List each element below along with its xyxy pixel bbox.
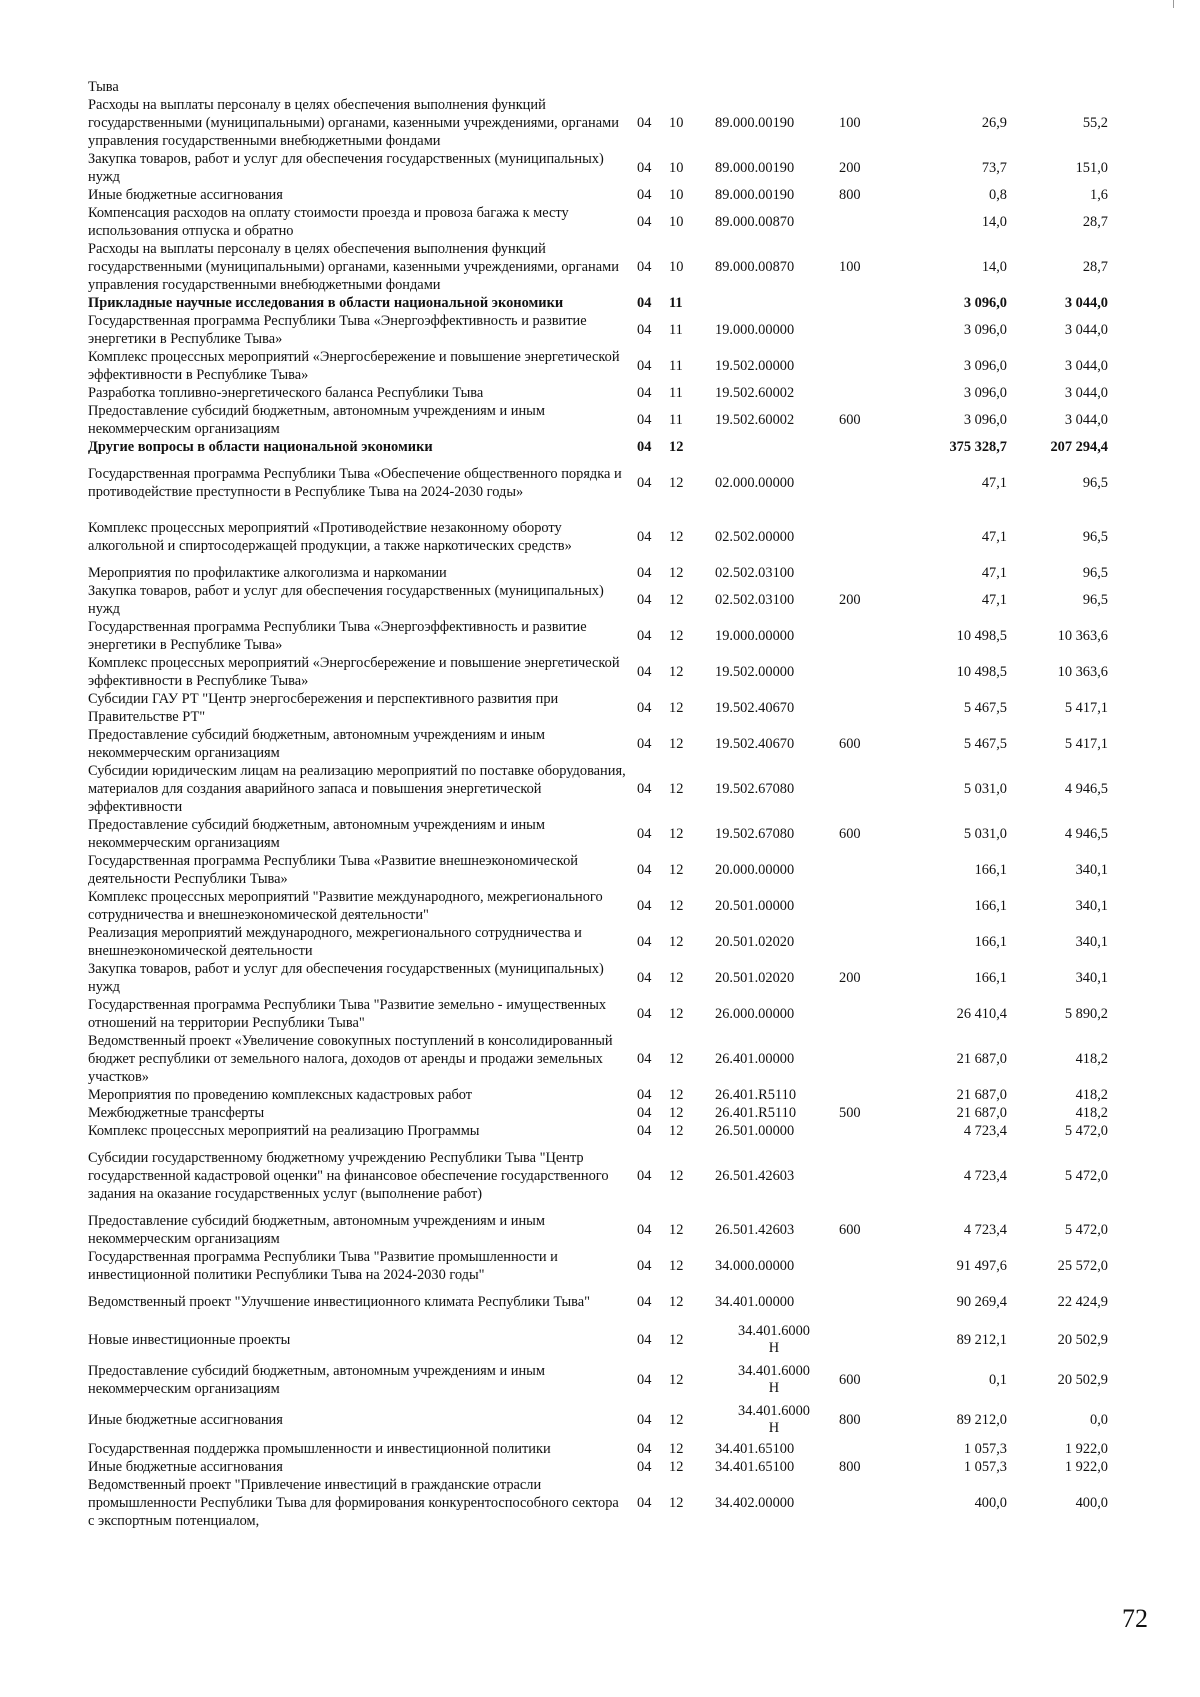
amount-year-1: 47,1 xyxy=(981,565,1007,581)
row-name: Закупка товаров, работ и услуг для обеспечения государственных (муниципальных) нужд xyxy=(88,151,604,185)
row-name: Межбюджетные трансферты xyxy=(88,1105,265,1121)
amount-year-2: 96,5 xyxy=(1082,592,1108,608)
table-row xyxy=(88,924,1128,960)
subsection-code: 12 xyxy=(669,1441,684,1457)
amount-year-2: 55,2 xyxy=(1082,115,1108,131)
target-article-code: 26.000.00000 xyxy=(715,1006,795,1022)
table-row xyxy=(88,438,1128,456)
target-article-code: 34.402.00000 xyxy=(715,1495,795,1511)
section-code: 04 xyxy=(637,565,652,581)
subsection-code: 11 xyxy=(669,412,683,428)
amount-year-1: 5 031,0 xyxy=(963,781,1007,797)
target-article-code: 26.501.42603 xyxy=(715,1168,795,1184)
amount-year-2: 10 363,6 xyxy=(1057,664,1108,680)
row-name: Государственная программа Республики Тыва «Энергоэффективность и развитие энергетики в Республике Тыва» xyxy=(88,619,587,653)
section-code: 04 xyxy=(637,736,652,752)
target-article-code: 26.501.42603 xyxy=(715,1222,795,1238)
table-row xyxy=(88,456,1128,510)
amount-year-1: 10 498,5 xyxy=(956,628,1007,644)
table-row xyxy=(88,1458,1128,1476)
row-name: Разработка топливно-энергетического баланса Республики Тыва xyxy=(88,385,484,401)
amount-year-2: 96,5 xyxy=(1082,529,1108,545)
target-article-code: 20.501.00000 xyxy=(715,898,795,914)
subsection-code: 12 xyxy=(669,826,684,842)
amount-year-2: 5 472,0 xyxy=(1064,1123,1108,1139)
section-code: 04 xyxy=(637,187,652,203)
row-name: Субсидии ГАУ РТ "Центр энергосбережения и перспективного развития при Правительстве РТ" xyxy=(88,691,559,725)
table-row xyxy=(88,1440,1128,1458)
table-row xyxy=(88,150,1128,186)
amount-year-1: 26,9 xyxy=(981,115,1007,131)
table-row xyxy=(88,564,1128,582)
section-code: 04 xyxy=(637,529,652,545)
row-name: Комплекс процессных мероприятий «Энергосбережение и повышение энергетической эффективности в Республике Тыва» xyxy=(88,655,620,689)
amount-year-2: 4 946,5 xyxy=(1064,826,1108,842)
amount-year-1: 89 212,1 xyxy=(956,1332,1007,1348)
table-row xyxy=(88,1284,1128,1320)
row-name: Ведомственный проект "Улучшение инвестиционного климата Республики Тыва" xyxy=(88,1294,591,1310)
amount-year-1: 400,0 xyxy=(974,1495,1007,1511)
section-code: 04 xyxy=(637,385,652,401)
section-code: 04 xyxy=(637,934,652,950)
target-article-code: 26.501.00000 xyxy=(715,1123,795,1139)
row-name: Государственная программа Республики Тыва «Энергоэффективность и развитие энергетики в Республике Тыва» xyxy=(88,313,587,347)
amount-year-1: 0,8 xyxy=(989,187,1007,203)
subsection-code: 12 xyxy=(669,1495,684,1511)
section-code: 04 xyxy=(637,115,652,131)
target-article-code: 20.501.02020 xyxy=(715,970,795,986)
section-code: 04 xyxy=(637,475,652,491)
amount-year-1: 73,7 xyxy=(981,160,1007,176)
amount-year-1: 10 498,5 xyxy=(956,664,1007,680)
row-name: Комплекс процессных мероприятий "Развитие международного, межрегионального сотрудничества и внешнеэкономической деятельности" xyxy=(88,889,603,923)
row-name: Государственная программа Республики Тыва "Развитие земельно - имущественных отношений на территории Республики Тыва" xyxy=(88,997,607,1031)
target-article-code: 89.000.00190 xyxy=(715,187,795,203)
section-code: 04 xyxy=(637,700,652,716)
amount-year-2: 5 890,2 xyxy=(1064,1006,1108,1022)
subsection-code: 12 xyxy=(669,1332,684,1348)
subsection-code: 12 xyxy=(669,934,684,950)
amount-year-1: 47,1 xyxy=(981,592,1007,608)
target-article-code: 02.000.00000 xyxy=(715,475,795,491)
target-article-code: 20.000.00000 xyxy=(715,862,795,878)
target-article-code: 19.502.00000 xyxy=(715,664,795,680)
amount-year-1: 1 057,3 xyxy=(963,1459,1007,1475)
section-code: 04 xyxy=(637,1087,652,1103)
subsection-code: 12 xyxy=(669,1294,684,1310)
target-article-code: 89.000.00190 xyxy=(715,160,795,176)
table-row xyxy=(88,996,1128,1032)
section-code: 04 xyxy=(637,1258,652,1274)
subsection-code: 12 xyxy=(669,781,684,797)
amount-year-1: 166,1 xyxy=(974,934,1007,950)
amount-year-2: 0,0 xyxy=(1090,1412,1108,1428)
row-name: Субсидии юридическим лицам на реализацию мероприятий по поставке оборудования, материалов для создания аварийного запаса и повышения энергетической эффективности xyxy=(88,763,626,815)
subsection-code: 12 xyxy=(669,1006,684,1022)
amount-year-1: 3 096,0 xyxy=(963,295,1007,311)
section-code: 04 xyxy=(637,295,652,311)
section-code: 04 xyxy=(637,1459,652,1475)
amount-year-2: 28,7 xyxy=(1082,214,1108,230)
amount-year-2: 5 472,0 xyxy=(1064,1168,1108,1184)
section-code: 04 xyxy=(637,1006,652,1022)
section-code: 04 xyxy=(637,1441,652,1457)
table-row xyxy=(88,582,1128,618)
amount-year-2: 3 044,0 xyxy=(1064,295,1108,311)
target-article-code: 89.000.00870 xyxy=(715,214,795,230)
amount-year-1: 3 096,0 xyxy=(963,322,1007,338)
expense-type-code: 600 xyxy=(839,736,861,752)
expense-type-code: 200 xyxy=(839,160,861,176)
table-row xyxy=(88,888,1128,924)
expense-type-code: 800 xyxy=(839,187,861,203)
budget-table xyxy=(88,78,1128,1530)
subsection-code: 12 xyxy=(669,628,684,644)
row-name: Государственная поддержка промышленности и инвестиционной политики xyxy=(88,1441,551,1457)
amount-year-2: 3 044,0 xyxy=(1064,358,1108,374)
target-article-code: 02.502.00000 xyxy=(715,529,795,545)
row-name: Расходы на выплаты персоналу в целях обеспечения выполнения функций государственными (муниципальными) органами, казенными учреждениями, органами управления государственными внебюджетными фондами xyxy=(88,97,619,149)
table-row xyxy=(88,1476,1128,1530)
section-code: 04 xyxy=(637,1123,652,1139)
expense-type-code: 100 xyxy=(839,259,861,275)
amount-year-2: 418,2 xyxy=(1075,1087,1108,1103)
target-article-code: 89.000.00870 xyxy=(715,259,795,275)
section-code: 04 xyxy=(637,412,652,428)
target-article-code: 19.502.00000 xyxy=(715,358,795,374)
table-row xyxy=(88,816,1128,852)
table-row xyxy=(88,690,1128,726)
table-row xyxy=(88,1320,1128,1360)
expense-type-code: 200 xyxy=(839,592,861,608)
subsection-code: 11 xyxy=(669,295,683,311)
amount-year-2: 400,0 xyxy=(1075,1495,1108,1511)
subsection-code: 12 xyxy=(669,700,684,716)
row-name: Прикладные научные исследования в области национальной экономики xyxy=(88,295,564,311)
section-code: 04 xyxy=(637,862,652,878)
row-name: Комплекс процессных мероприятий «Энергосбережение и повышение энергетической эффективности в Республике Тыва» xyxy=(88,349,620,383)
table-row xyxy=(88,78,1128,96)
amount-year-1: 21 687,0 xyxy=(956,1105,1007,1121)
subsection-code: 10 xyxy=(669,160,684,176)
row-name: Реализация мероприятий международного, межрегионального сотрудничества и внешнеэкономической деятельности xyxy=(88,925,582,959)
target-article-code: 34.000.00000 xyxy=(715,1258,795,1274)
target-article-code: 02.502.03100 xyxy=(715,565,795,581)
amount-year-2: 96,5 xyxy=(1082,565,1108,581)
subsection-code: 12 xyxy=(669,1222,684,1238)
target-article-code: 19.000.00000 xyxy=(715,628,795,644)
section-code: 04 xyxy=(637,214,652,230)
row-name: Мероприятия по профилактике алкоголизма и наркомании xyxy=(88,565,447,581)
subsection-code: 11 xyxy=(669,385,683,401)
row-name: Другие вопросы в области национальной экономики xyxy=(88,439,433,455)
table-row xyxy=(88,96,1128,150)
table-row xyxy=(88,402,1128,438)
amount-year-2: 25 572,0 xyxy=(1057,1258,1108,1274)
row-name: Расходы на выплаты персоналу в целях обеспечения выполнения функций государственными (муниципальными) органами, казенными учреждениями, органами управления государственными внебюджетными фондами xyxy=(88,241,619,293)
subsection-code: 12 xyxy=(669,898,684,914)
target-article-code: 20.501.02020 xyxy=(715,934,795,950)
amount-year-1: 14,0 xyxy=(981,259,1007,275)
amount-year-1: 4 723,4 xyxy=(963,1222,1007,1238)
table-row xyxy=(88,204,1128,240)
amount-year-1: 26 410,4 xyxy=(956,1006,1007,1022)
row-name: Иные бюджетные ассигнования xyxy=(88,1412,283,1428)
row-name: Государственная программа Республики Тыва "Развитие промышленности и инвестиционной политики Республики Тыва на 2024-2030 годы" xyxy=(88,1249,558,1283)
row-name: Ведомственный проект "Привлечение инвестиций в гражданские отрасли промышленности Республики Тыва для формирования конкурентоспособного сектора с экспортным потенциалом, xyxy=(88,1477,619,1529)
amount-year-1: 166,1 xyxy=(974,970,1007,986)
section-code: 04 xyxy=(637,1051,652,1067)
amount-year-2: 207 294,4 xyxy=(1050,439,1108,455)
expense-type-code: 100 xyxy=(839,115,861,131)
table-row xyxy=(88,762,1128,816)
subsection-code: 10 xyxy=(669,115,684,131)
amount-year-2: 5 417,1 xyxy=(1064,700,1108,716)
scan-mark xyxy=(1173,0,1174,8)
row-name: Иные бюджетные ассигнования xyxy=(88,187,283,203)
subsection-code: 12 xyxy=(669,1123,684,1139)
table-row xyxy=(88,1104,1128,1122)
amount-year-2: 340,1 xyxy=(1075,898,1108,914)
section-code: 04 xyxy=(637,1332,652,1348)
subsection-code: 12 xyxy=(669,1051,684,1067)
amount-year-2: 418,2 xyxy=(1075,1105,1108,1121)
subsection-code: 11 xyxy=(669,322,683,338)
target-article-code: 19.502.67080 xyxy=(715,826,795,842)
subsection-code: 12 xyxy=(669,565,684,581)
table-row xyxy=(88,618,1128,654)
table-row xyxy=(88,960,1128,996)
subsection-code: 12 xyxy=(669,592,684,608)
expense-type-code: 800 xyxy=(839,1459,861,1475)
table-row xyxy=(88,348,1128,384)
table-row xyxy=(88,312,1128,348)
table-row xyxy=(88,1086,1128,1104)
section-code: 04 xyxy=(637,439,652,455)
section-code: 04 xyxy=(637,826,652,842)
target-article-code: 19.000.00000 xyxy=(715,322,795,338)
target-article-code: 34.401.6000 Н xyxy=(738,1363,810,1396)
subsection-code: 10 xyxy=(669,259,684,275)
subsection-code: 12 xyxy=(669,1168,684,1184)
table-row xyxy=(88,1400,1128,1440)
target-article-code: 89.000.00190 xyxy=(715,115,795,131)
table-row xyxy=(88,1032,1128,1086)
row-name: Государственная программа Республики Тыва «Обеспечение общественного порядка и противодействие преступности в Республике Тыва на 2024-2030 годы» xyxy=(88,466,622,500)
target-article-code: 26.401.00000 xyxy=(715,1051,795,1067)
table-row xyxy=(88,294,1128,312)
subsection-code: 12 xyxy=(669,1258,684,1274)
row-name: Компенсация расходов на оплату стоимости проезда и провоза багажа к месту использования отпуска и обратно xyxy=(88,205,569,239)
amount-year-1: 90 269,4 xyxy=(956,1294,1007,1310)
target-article-code: 19.502.40670 xyxy=(715,736,795,752)
target-article-code: 19.502.40670 xyxy=(715,700,795,716)
amount-year-2: 1 922,0 xyxy=(1064,1459,1108,1475)
table-row xyxy=(88,240,1128,294)
table-row xyxy=(88,1248,1128,1284)
target-article-code: 26.401.R5110 xyxy=(715,1105,797,1121)
target-article-code: 34.401.65100 xyxy=(715,1459,795,1475)
target-article-code: 19.502.60002 xyxy=(715,412,795,428)
subsection-code: 12 xyxy=(669,736,684,752)
row-name: Государственная программа Республики Тыва «Развитие внешнеэкономической деятельности Республики Тыва» xyxy=(88,853,578,887)
target-article-code: 19.502.67080 xyxy=(715,781,795,797)
row-name: Предоставление субсидий бюджетным, автономным учреждениям и иным некоммерческим организациям xyxy=(88,727,545,761)
amount-year-1: 3 096,0 xyxy=(963,412,1007,428)
amount-year-1: 5 467,5 xyxy=(963,736,1007,752)
table-row xyxy=(88,1212,1128,1248)
page-number: 72 xyxy=(1122,1604,1148,1633)
expense-type-code: 600 xyxy=(839,1222,861,1238)
subsection-code: 12 xyxy=(669,529,684,545)
section-code: 04 xyxy=(637,1222,652,1238)
section-code: 04 xyxy=(637,259,652,275)
amount-year-1: 47,1 xyxy=(981,529,1007,545)
table-row xyxy=(88,654,1128,690)
section-code: 04 xyxy=(637,781,652,797)
subsection-code: 12 xyxy=(669,475,684,491)
expense-type-code: 800 xyxy=(839,1412,861,1428)
row-name: Предоставление субсидий бюджетным, автономным учреждениям и иным некоммерческим организациям xyxy=(88,403,545,437)
amount-year-2: 28,7 xyxy=(1082,259,1108,275)
amount-year-1: 21 687,0 xyxy=(956,1087,1007,1103)
expense-type-code: 600 xyxy=(839,412,861,428)
amount-year-2: 96,5 xyxy=(1082,475,1108,491)
row-name: Комплекс процессных мероприятий на реализацию Программы xyxy=(88,1123,480,1139)
subsection-code: 12 xyxy=(669,1412,684,1428)
target-article-code: 34.401.6000 Н xyxy=(738,1403,810,1436)
section-code: 04 xyxy=(637,628,652,644)
amount-year-1: 3 096,0 xyxy=(963,385,1007,401)
section-code: 04 xyxy=(637,970,652,986)
target-article-code: 26.401.R5110 xyxy=(715,1087,797,1103)
amount-year-2: 3 044,0 xyxy=(1064,412,1108,428)
amount-year-2: 4 946,5 xyxy=(1064,781,1108,797)
amount-year-2: 5 417,1 xyxy=(1064,736,1108,752)
amount-year-2: 10 363,6 xyxy=(1057,628,1108,644)
section-code: 04 xyxy=(637,592,652,608)
row-name: Предоставление субсидий бюджетным, автономным учреждениям и иным некоммерческим организациям xyxy=(88,817,545,851)
subsection-code: 12 xyxy=(669,970,684,986)
table-row xyxy=(88,852,1128,888)
row-name: Мероприятия по проведению комплексных кадастровых работ xyxy=(88,1087,473,1103)
target-article-code: 34.401.6000 Н xyxy=(738,1323,810,1356)
table-row xyxy=(88,1122,1128,1140)
row-name: Предоставление субсидий бюджетным, автономным учреждениям и иным некоммерческим организациям xyxy=(88,1363,545,1397)
target-article-code: 34.401.00000 xyxy=(715,1294,795,1310)
amount-year-2: 3 044,0 xyxy=(1064,322,1108,338)
section-code: 04 xyxy=(637,1105,652,1121)
amount-year-1: 4 723,4 xyxy=(963,1168,1007,1184)
expense-type-code: 200 xyxy=(839,970,861,986)
row-name: Тыва xyxy=(88,79,119,95)
table-row xyxy=(88,1140,1128,1212)
amount-year-2: 151,0 xyxy=(1075,160,1108,176)
amount-year-2: 20 502,9 xyxy=(1057,1332,1108,1348)
amount-year-2: 22 424,9 xyxy=(1057,1294,1108,1310)
amount-year-1: 5 031,0 xyxy=(963,826,1007,842)
subsection-code: 12 xyxy=(669,1087,684,1103)
section-code: 04 xyxy=(637,160,652,176)
table-row xyxy=(88,726,1128,762)
section-code: 04 xyxy=(637,1294,652,1310)
amount-year-2: 418,2 xyxy=(1075,1051,1108,1067)
subsection-code: 12 xyxy=(669,664,684,680)
section-code: 04 xyxy=(637,358,652,374)
amount-year-1: 89 212,0 xyxy=(956,1412,1007,1428)
amount-year-2: 340,1 xyxy=(1075,934,1108,950)
amount-year-1: 47,1 xyxy=(981,475,1007,491)
subsection-code: 12 xyxy=(669,439,684,455)
table-row xyxy=(88,186,1128,204)
amount-year-2: 3 044,0 xyxy=(1064,385,1108,401)
amount-year-2: 1,6 xyxy=(1090,187,1108,203)
row-name: Ведомственный проект «Увеличение совокупных поступлений в консолидированный бюджет республики от земельного налога, доходов от аренды и продажи земельных участков» xyxy=(88,1033,613,1085)
amount-year-2: 20 502,9 xyxy=(1057,1372,1108,1388)
row-name: Субсидии государственному бюджетному учреждению Республики Тыва "Центр государственной кадастровой оценки" на финансовое обеспечение государственного задания на оказание государственных услуг (выполнение работ) xyxy=(88,1150,609,1202)
amount-year-1: 91 497,6 xyxy=(956,1258,1007,1274)
amount-year-1: 1 057,3 xyxy=(963,1441,1007,1457)
row-name: Новые инвестиционные проекты xyxy=(88,1332,291,1348)
subsection-code: 12 xyxy=(669,862,684,878)
section-code: 04 xyxy=(637,664,652,680)
expense-type-code: 500 xyxy=(839,1105,861,1121)
subsection-code: 10 xyxy=(669,187,684,203)
amount-year-2: 1 922,0 xyxy=(1064,1441,1108,1457)
table-row xyxy=(88,1360,1128,1400)
amount-year-1: 5 467,5 xyxy=(963,700,1007,716)
row-name: Иные бюджетные ассигнования xyxy=(88,1459,283,1475)
subsection-code: 12 xyxy=(669,1459,684,1475)
table-row xyxy=(88,510,1128,564)
amount-year-1: 3 096,0 xyxy=(963,358,1007,374)
amount-year-1: 21 687,0 xyxy=(956,1051,1007,1067)
subsection-code: 12 xyxy=(669,1372,684,1388)
target-article-code: 34.401.65100 xyxy=(715,1441,795,1457)
row-name: Предоставление субсидий бюджетным, автономным учреждениям и иным некоммерческим организациям xyxy=(88,1213,545,1247)
subsection-code: 10 xyxy=(669,214,684,230)
section-code: 04 xyxy=(637,1168,652,1184)
target-article-code: 02.502.03100 xyxy=(715,592,795,608)
row-name: Закупка товаров, работ и услуг для обеспечения государственных (муниципальных) нужд xyxy=(88,961,604,995)
amount-year-1: 166,1 xyxy=(974,862,1007,878)
amount-year-1: 166,1 xyxy=(974,898,1007,914)
section-code: 04 xyxy=(637,1412,652,1428)
row-name: Комплекс процессных мероприятий «Противодействие незаконному обороту алкогольной и спиртосодержащей продукции, а также наркотических средств» xyxy=(88,520,572,554)
amount-year-2: 5 472,0 xyxy=(1064,1222,1108,1238)
amount-year-2: 340,1 xyxy=(1075,970,1108,986)
section-code: 04 xyxy=(637,322,652,338)
amount-year-1: 4 723,4 xyxy=(963,1123,1007,1139)
row-name: Закупка товаров, работ и услуг для обеспечения государственных (муниципальных) нужд xyxy=(88,583,604,617)
section-code: 04 xyxy=(637,1372,652,1388)
amount-year-1: 0,1 xyxy=(989,1372,1007,1388)
expense-type-code: 600 xyxy=(839,826,861,842)
expense-type-code: 600 xyxy=(839,1372,861,1388)
amount-year-1: 375 328,7 xyxy=(949,439,1007,455)
amount-year-2: 340,1 xyxy=(1075,862,1108,878)
section-code: 04 xyxy=(637,898,652,914)
table-row xyxy=(88,384,1128,402)
subsection-code: 11 xyxy=(669,358,683,374)
amount-year-1: 14,0 xyxy=(981,214,1007,230)
subsection-code: 12 xyxy=(669,1105,684,1121)
section-code: 04 xyxy=(637,1495,652,1511)
target-article-code: 19.502.60002 xyxy=(715,385,795,401)
